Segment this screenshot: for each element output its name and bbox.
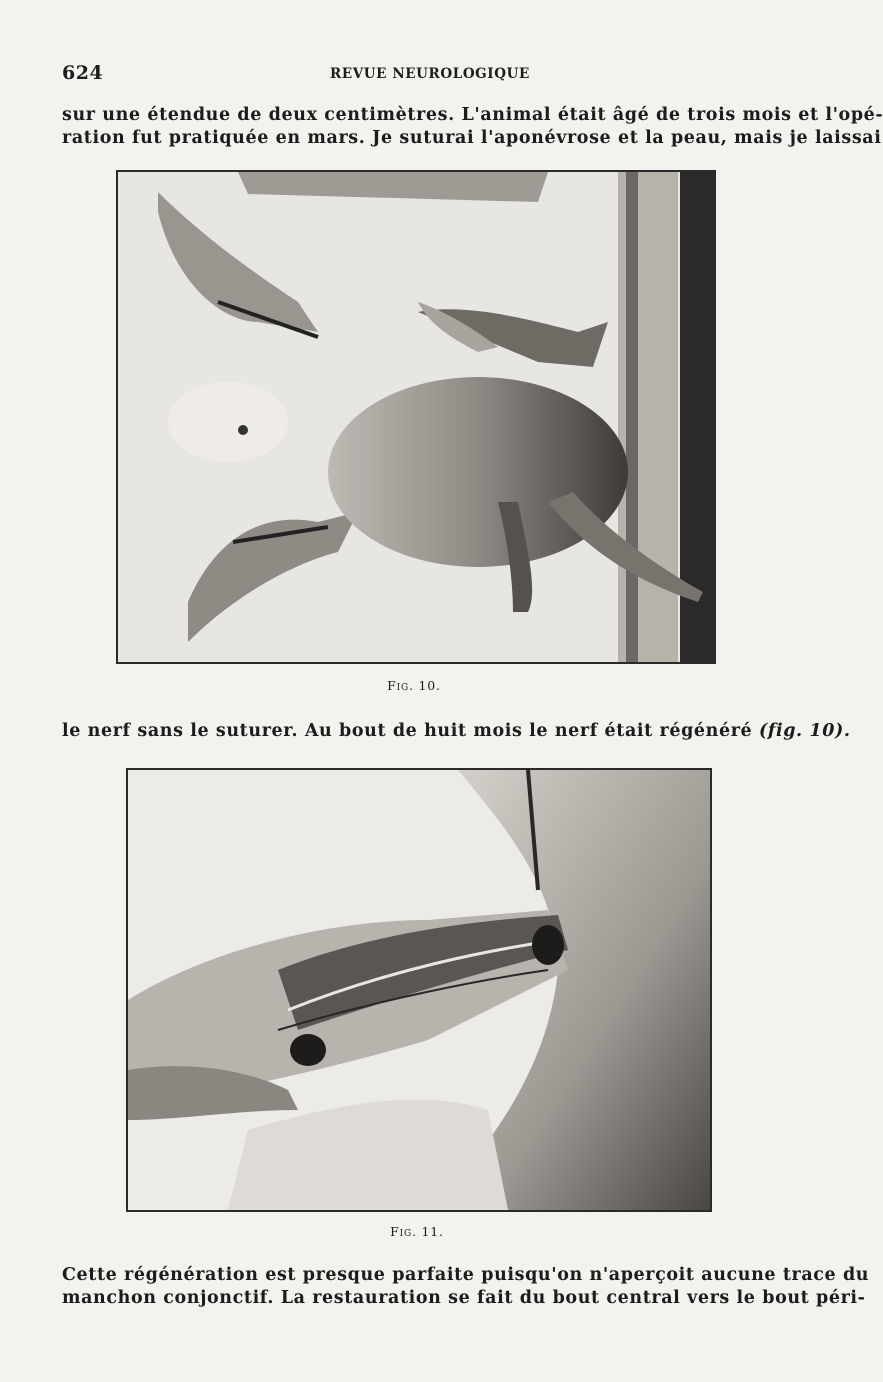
figure-11-photo bbox=[126, 768, 712, 1212]
paragraph-3 bbox=[62, 1264, 870, 1310]
paragraph-3-line-2: manchon conjonctif. La restauration se fait du bout central vers le bout péri- bbox=[62, 1288, 866, 1308]
figure-reference: (fig. 10). bbox=[758, 721, 851, 741]
paragraph-2-text: le nerf sans le suturer. Au bout de huit mois le nerf était régénéré bbox=[62, 721, 753, 741]
figure-10-caption: Fig. 10. bbox=[387, 678, 441, 693]
paragraph-3-line-1: Cette régénération est presque parfaite puisqu'on n'aperçoit aucune trace du bbox=[62, 1265, 870, 1285]
paragraph-1 bbox=[62, 104, 883, 150]
paragraph-1-line-1: sur une étendue de deux centimètres. L'animal était âgé de trois mois et l'opé- bbox=[62, 105, 883, 125]
paragraph-2 bbox=[62, 720, 851, 743]
nerve-closeup-image bbox=[128, 770, 710, 1210]
figure-10-photo bbox=[116, 170, 716, 664]
rabbit-photo-image bbox=[118, 172, 714, 662]
figure-11-caption: Fig. 11. bbox=[390, 1224, 444, 1239]
page-number: 624 bbox=[62, 62, 104, 84]
running-head: REVUE NEUROLOGIQUE bbox=[330, 66, 530, 82]
paragraph-1-line-2: ration fut pratiquée en mars. Je suturai l'aponévrose et la peau, mais je laissai bbox=[62, 128, 882, 148]
page-header bbox=[62, 62, 760, 86]
paragraph-2-line-1 bbox=[62, 720, 851, 743]
